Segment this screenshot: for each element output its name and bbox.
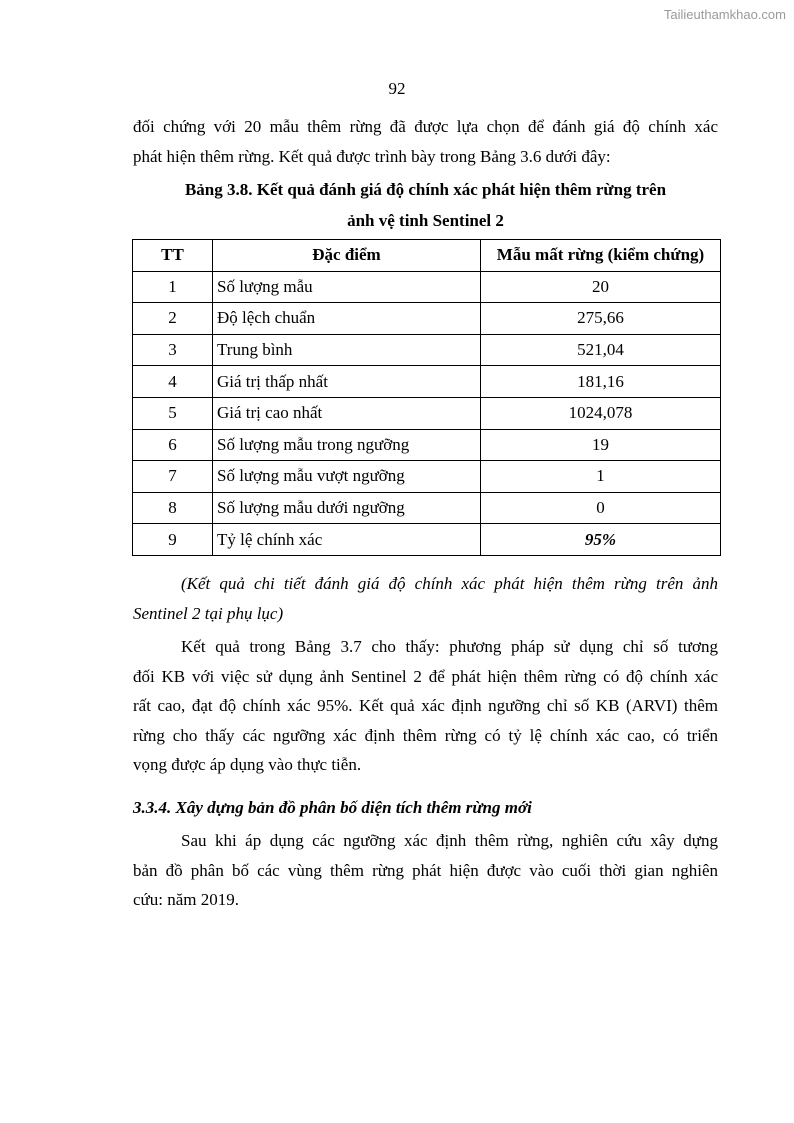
results-table xyxy=(132,239,721,556)
final-line: bản đồ phân bố các vùng thêm rừng phát hiện được vào cuối thời gian nghiên xyxy=(133,860,718,880)
cell-feature: Giá trị cao nhất xyxy=(213,397,481,429)
cell-feature: Số lượng mẫu vượt ngưỡng xyxy=(213,461,481,493)
cell-value: 521,04 xyxy=(481,334,721,366)
result-paragraph xyxy=(133,632,718,780)
cell-tt: 6 xyxy=(133,429,213,461)
table-header-row xyxy=(133,240,721,272)
result-line: rừng cho thấy các ngưỡng xác định thêm rừng có tỷ lệ chính xác cao, có triển xyxy=(133,725,718,745)
cell-value: 19 xyxy=(481,429,721,461)
table-note-line: Sentinel 2 tại phụ lục) xyxy=(133,603,284,623)
cell-feature: Độ lệch chuẩn xyxy=(213,303,481,335)
cell-value: 1024,078 xyxy=(481,397,721,429)
cell-value: 0 xyxy=(481,492,721,524)
cell-tt: 5 xyxy=(133,397,213,429)
cell-feature: Tỷ lệ chính xác xyxy=(213,524,481,556)
table-row xyxy=(133,492,721,524)
final-line: cứu: năm 2019. xyxy=(133,890,240,909)
section-heading: 3.3.4. Xây dựng bản đồ phân bố diện tích thêm rừng mới xyxy=(133,798,532,817)
cell-value: 20 xyxy=(481,271,721,303)
intro-line: phát hiện thêm rừng. Kết quả được trình bày trong Bảng 3.6 dưới đây: xyxy=(133,146,611,166)
cell-tt: 3 xyxy=(133,334,213,366)
final-paragraph xyxy=(133,826,718,915)
cell-value: 1 xyxy=(481,461,721,493)
table-row xyxy=(133,271,721,303)
cell-feature: Số lượng mẫu trong ngưỡng xyxy=(213,429,481,461)
table-row xyxy=(133,397,721,429)
page-number: 92 xyxy=(388,79,406,98)
cell-value: 181,16 xyxy=(481,366,721,398)
cell-tt: 1 xyxy=(133,271,213,303)
table-caption-line: ảnh vệ tinh Sentinel 2 xyxy=(347,211,504,230)
cell-tt: 4 xyxy=(133,366,213,398)
cell-feature: Số lượng mẫu dưới ngưỡng xyxy=(213,492,481,524)
result-line: vọng được áp dụng vào thực tiễn. xyxy=(133,755,362,774)
watermark: Tailieuthamkhao.com xyxy=(663,7,786,22)
table-note-line: (Kết quả chi tiết đánh giá độ chính xác phát hiện thêm rừng trên ảnh xyxy=(181,574,718,593)
intro-line: đối chứng với 20 mẫu thêm rừng đã được lựa chọn để đánh giá độ chính xác xyxy=(133,117,718,136)
table-row xyxy=(133,303,721,335)
cell-value-accuracy: 95% xyxy=(481,524,721,556)
header-feature: Đặc điểm xyxy=(213,240,481,272)
cell-feature: Trung bình xyxy=(213,334,481,366)
header-tt: TT xyxy=(133,240,213,272)
cell-tt: 7 xyxy=(133,461,213,493)
table-row xyxy=(133,366,721,398)
cell-tt: 9 xyxy=(133,524,213,556)
result-line: đối KB với việc sử dụng ảnh Sentinel 2 để phát hiện thêm rừng có độ chính xác xyxy=(133,666,718,686)
result-line: rất cao, đạt độ chính xác 95%. Kết quả xác định ngưỡng chỉ số KB (ARVI) thêm xyxy=(133,696,718,715)
cell-tt: 2 xyxy=(133,303,213,335)
cell-tt: 8 xyxy=(133,492,213,524)
cell-feature: Giá trị thấp nhất xyxy=(213,366,481,398)
cell-feature: Số lượng mẫu xyxy=(213,271,481,303)
final-line: Sau khi áp dụng các ngưỡng xác định thêm rừng, nghiên cứu xây dựng xyxy=(181,831,718,850)
table-row xyxy=(133,334,721,366)
table-note xyxy=(133,569,718,628)
table-row xyxy=(133,524,721,556)
table-caption xyxy=(133,174,718,236)
result-line: Kết quả trong Bảng 3.7 cho thấy: phương pháp sử dụng chỉ số tương xyxy=(181,637,718,656)
table-row xyxy=(133,461,721,493)
cell-value: 275,66 xyxy=(481,303,721,335)
table-caption-line: Bảng 3.8. Kết quả đánh giá độ chính xác phát hiện thêm rừng trên xyxy=(184,180,667,199)
table-row xyxy=(133,429,721,461)
header-value: Mẫu mất rừng (kiểm chứng) xyxy=(481,240,721,272)
intro-paragraph xyxy=(133,112,718,171)
